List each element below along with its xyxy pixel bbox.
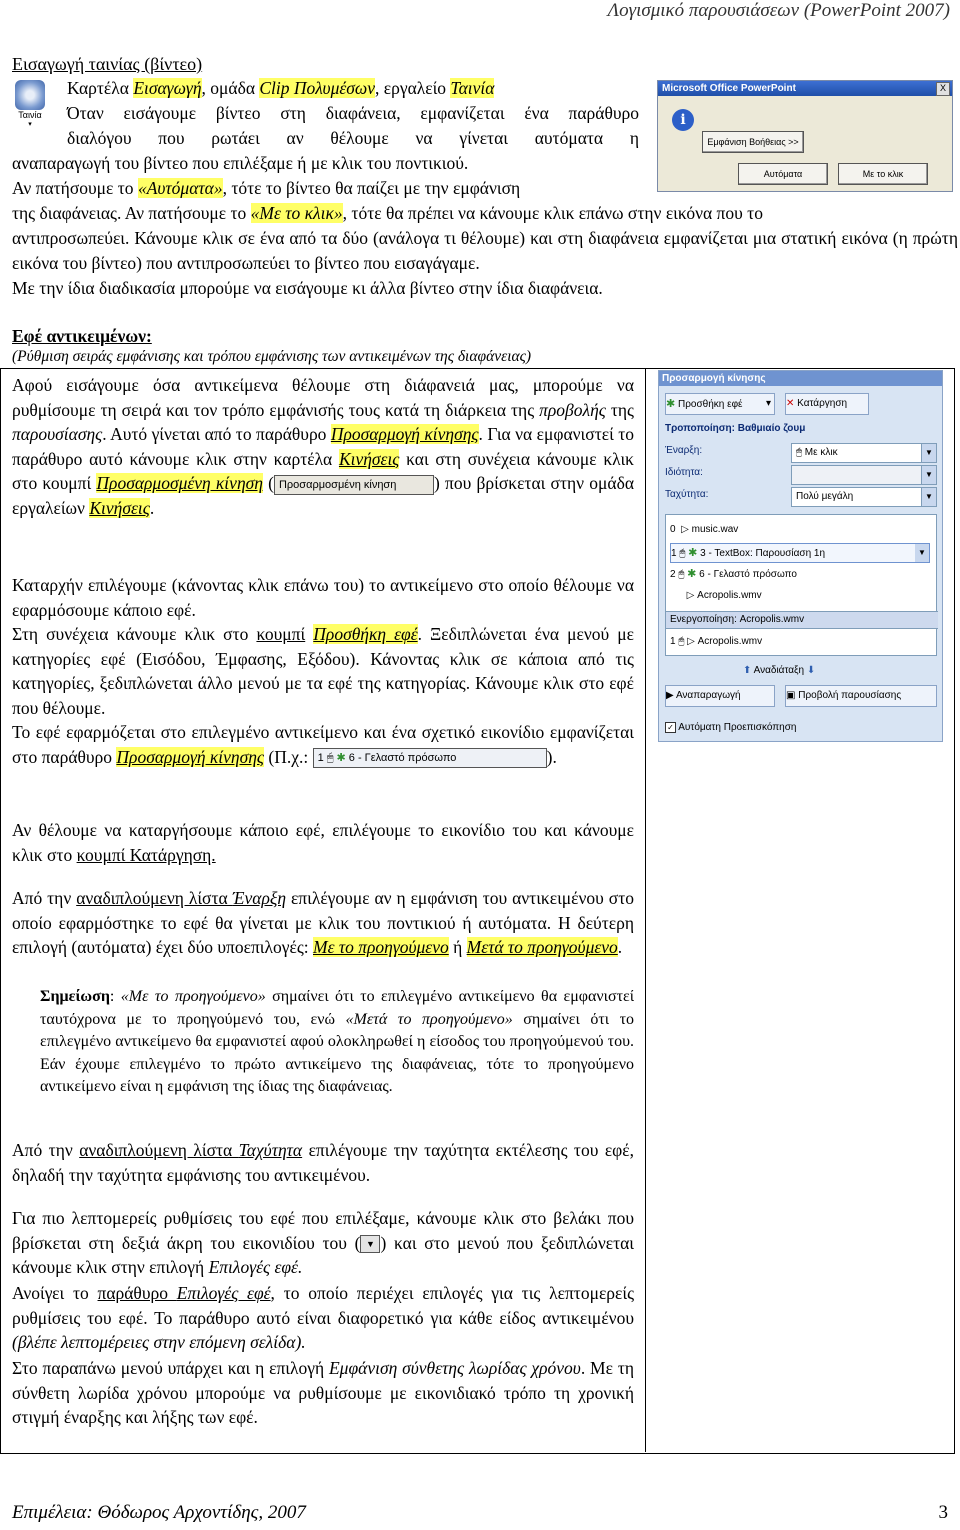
- text-paragraph: Στη συνέχεια κάνουμε κλικ στο κουμπί Προσθήκη εφέ. Ξεδιπλώνεται ένα μενού με κατηγορίες εφέ (Εισόδου, Έμφασης, Εξόδου). Κάνοντας κλικ σε κάποια από τις κατηγορίες, ξεδιπλώνεται άλλο μενού με τα εφέ της κατηγορίας. Κάνουμε κλικ στο εφέ που θέλουμε.: [12, 624, 634, 718]
- play-icon: ▷: [681, 524, 689, 535]
- page-footer: Επιμέλεια: Θόδωρος Αρχοντίδης, 2007 3: [12, 1502, 948, 1523]
- star-icon: ✱: [336, 752, 346, 765]
- list-item[interactable]: 2 🖱 ✱ 6 - Γελαστό πρόσωπο: [670, 568, 797, 580]
- auto-button[interactable]: Αυτόματα: [738, 163, 828, 185]
- remove-icon: ✕: [786, 398, 795, 409]
- add-effect-button[interactable]: ✱ Προσθήκη εφέ ▾: [665, 393, 775, 415]
- checkbox-icon[interactable]: ✓: [665, 722, 676, 733]
- list-item[interactable]: 1 🖱 ✱ 3 - TextBox: Παρουσίαση 1η ▼: [670, 543, 930, 563]
- arrow-up-icon[interactable]: ⬆: [743, 665, 752, 676]
- text-line: της διαφάνειας. Αν πατήσουμε το «Με το κλικ», τότε θα πρέπει να κάνουμε κλικ επάνω στην εικόνα που το: [12, 203, 763, 223]
- slideshow-button[interactable]: ▣ Προβολή παρουσίασης: [785, 685, 937, 707]
- insert-movie-path: Καρτέλα Εισαγωγή, ομάδα Clip Πολυμέσων, εργαλείο Ταινία: [67, 78, 495, 98]
- text-line: αναπαραγωγή του βίντεο που επιλέξαμε ή με κλικ του ποντικιού.: [12, 153, 469, 173]
- property-select[interactable]: [791, 465, 937, 485]
- play-icon: ▶: [666, 690, 674, 701]
- start-select[interactable]: 🖱 Με κλικ ▼: [791, 443, 937, 463]
- arrow-down-icon[interactable]: ⬇: [806, 665, 816, 676]
- text-line: Με την ίδια διαδικασία μπορούμε να εισάγουμε κι άλλα βίντεο στην ίδια διαφάνεια.: [12, 278, 603, 298]
- section-subheading: (Ρύθμιση σειράς εμφάνισης και τρόπου εμφάνισης των αντικειμένων της διαφάνειας): [12, 348, 532, 365]
- play-icon: ▷: [687, 636, 695, 647]
- section-heading-effects: Εφέ αντικειμένων:: [12, 326, 152, 346]
- modify-label: Τροποποίηση: Βαθμιαίο ζουμ: [665, 423, 806, 434]
- start-label: Έναρξη:: [665, 445, 703, 456]
- mouse-icon: 🖱: [326, 752, 334, 765]
- info-icon: i: [672, 109, 694, 131]
- on-click-button[interactable]: Με το κλικ: [838, 163, 928, 185]
- dialog-title: Microsoft Office PowerPoint: [658, 81, 952, 96]
- remove-button[interactable]: ✕ Κατάργηση: [785, 393, 869, 415]
- note-block: Σημείωση: «Με το προηγούμενο» σημαίνει ότι το επιλεγμένο αντικείμενο θα εμφανιστεί ταυτόχρονα με το προηγούμενό του, ενώ «Μετά το προηγούμενο» σημαίνει ότι το επιλεγμένο αντικείμενο θα εμφανιστεί αφού ολοκληρωθεί η είσοδος του προηγούμενού του. Εάν έχουμε επιλεγμένο το πρώτο αντικείμενο της διαφάνειας, τότε το προηγούμενο αντικείμενο είναι η εμφάνιση της ίδιας της διαφάνειας.: [40, 988, 635, 1095]
- pane-title: Προσαρμογή κίνησης: [659, 371, 942, 386]
- text-paragraph: Από την αναδιπλούμενη λίστα Έναρξη επιλέγουμε αν η εμφάνιση του αντικειμένου στο οποίο εφαρμόστηκε το εφέ θα γίνεται με κλικ του ποντικιού ή αυτόματα. Η δεύτερη επιλογή (αυτόματα) έχει δύο υποεπιλογές: Με το προηγούμενο ή Μετά το προηγούμενο.: [12, 888, 634, 957]
- text-paragraph: αντιπροσωπεύει. Κάνουμε κλικ σε ένα από τα δύο (ανάλογα τι θέλουμε) και στη διαφάνεια εμφανίζεται μια στατική εικόνα (η πρώτη εικόνα του βίντεο) που αντιπροσωπεύει το βίντεο που εισαγάγαμε.: [12, 228, 958, 273]
- mouse-icon: 🖱: [678, 569, 685, 580]
- mouse-icon: 🖱: [796, 447, 802, 458]
- custom-animation-pane: [658, 370, 943, 742]
- dropdown-arrow-icon: ▼: [360, 1235, 380, 1253]
- table-divider: [645, 368, 646, 1452]
- reorder-control[interactable]: ⬆ Αναδιάταξη ⬇: [743, 665, 816, 676]
- mouse-icon: 🖱: [678, 636, 685, 647]
- text-line: Όταν εισάγουμε βίντεο στη διαφάνεια, εμφανίζεται ένα παράθυρο: [67, 103, 639, 123]
- close-icon[interactable]: X: [936, 82, 950, 96]
- text-paragraph: Αν θέλουμε να καταργήσουμε κάποιο εφέ, επιλέγουμε το εικονίδιο του και κάνουμε κλικ στο κουμπί Κατάργηση.: [12, 820, 634, 865]
- star-icon: ✱: [688, 547, 698, 559]
- chevron-down-icon: ▼: [921, 466, 936, 484]
- text-paragraph: Το εφέ εφαρμόζεται στο επιλεγμένο αντικείμενο και ένα σχετικό εικονίδιο εμφανίζεται στο παράθυρο Προσαρμογή κίνησης (Π.χ.: 1 🖱 ✱ 6 - Γελαστό πρόσωπο ).: [12, 722, 634, 767]
- property-label: Ιδιότητα:: [665, 467, 703, 478]
- chevron-down-icon: ▼: [921, 488, 936, 506]
- chevron-down-icon: ▾: [765, 398, 771, 409]
- custom-animation-button[interactable]: Προσαρμοσμένη κίνηση: [274, 475, 434, 495]
- play-button[interactable]: ▶ Αναπαραγωγή: [665, 685, 775, 707]
- page-number: 3: [938, 1502, 948, 1523]
- movie-icon: Ταινία ▾: [12, 80, 48, 134]
- list-item[interactable]: ▷ Acropolis.wmv: [686, 590, 762, 601]
- chevron-down-icon[interactable]: ▼: [915, 544, 929, 562]
- trigger-band: Ενεργοποίηση: Acropolis.wmv: [666, 611, 938, 629]
- text-line: Αν πατήσουμε το «Αυτόματα», τότε το βίντεο θα παίζει με την εμφάνιση: [12, 178, 521, 198]
- effects-list[interactable]: [665, 514, 937, 656]
- movie-play-dialog: [657, 80, 953, 192]
- text-paragraph: Για πιο λεπτομερείς ρυθμίσεις του εφέ που επιλέξαμε, κάνουμε κλικ στο βελάκι που βρίσκεται στη δεξιά άκρη του εικονιδίου του ( ▼ ) και στο μενού που ξεδιπλώνεται κάνουμε κλικ στην επιλογή Επιλογές εφέ.: [12, 1208, 634, 1277]
- text-line: διαλόγου που ρωτάει αν θέλουμε να γίνεται αυτόματα η: [67, 128, 639, 148]
- chevron-down-icon: ▼: [921, 444, 936, 462]
- slideshow-icon: ▣: [786, 690, 796, 701]
- show-help-button[interactable]: Εμφάνιση Βοήθειας >>: [702, 131, 804, 153]
- star-icon: ✱: [666, 398, 676, 410]
- text-paragraph: Από την αναδιπλούμενη λίστα Ταχύτητα επιλέγουμε την ταχύτητα εκτέλεσης του εφέ, δηλαδή την ταχύτητα εμφάνισης του αντικειμένου.: [12, 1140, 634, 1185]
- text-paragraph: Ανοίγει το παράθυρο Επιλογές εφέ, το οποίο περιέχει επιλογές για τις λεπτομερείς ρυθμίσεις του εφέ. Το παράθυρο αυτό είναι διαφορετικό για κάθε είδος αντικειμένου (βλέπε λεπτομέρειες στην επόμενη σελίδα).: [12, 1283, 635, 1352]
- text-paragraph: Στο παραπάνω μενού υπάρχει και η επιλογή Εμφάνιση σύνθετης λωρίδας χρόνου. Με τη σύνθετη λωρίδα χρόνου μπορούμε να ρυθμίσουμε με εικονιδιακό τρόπο τη χρονική στιγμή έναρξης και λήξης των εφέ.: [12, 1358, 635, 1427]
- speed-select[interactable]: Πολύ μεγάλη ▼: [791, 487, 937, 507]
- speed-label: Ταχύτητα:: [665, 489, 709, 500]
- page-header: Λογισμικό παρουσιάσεων (PowerPoint 2007): [607, 0, 950, 21]
- section-heading-video: Εισαγωγή ταινίας (βίντεο): [12, 54, 203, 74]
- effect-item-example: 1 🖱 ✱ 6 - Γελαστό πρόσωπο: [313, 748, 547, 768]
- mouse-icon: 🖱: [679, 548, 686, 559]
- text-paragraph: Αφού εισάγουμε όσα αντικείμενα θέλουμε στη διάφανειά μας, μπορούμε να ρυθμίσουμε τη σειρά και τον τρόπο εμφάνισής τους κατά τη διάρκεια της προβολής της παρουσίασης. Αυτό γίνεται από το παράθυρο Προσαρμογή κίνησης. Για να εμφανιστεί το παράθυρο αυτό κάνουμε κλικ στην καρτέλα Κινήσεις και στη συνέχεια κάνουμε κλικ στο κουμπί Προσαρμοσμένη κίνηση ( Προσαρμοσμένη κίνηση ) που βρίσκεται στην ομάδα εργαλείων Κινήσεις.: [12, 375, 634, 518]
- list-item[interactable]: 1 🖱 ▷ Acropolis.wmv: [670, 636, 763, 647]
- list-item[interactable]: 0 ▷ music.wav: [670, 524, 739, 535]
- star-icon: ✱: [687, 568, 697, 580]
- autopreview-checkbox[interactable]: ✓ Αυτόματη Προεπισκόπηση: [665, 722, 796, 733]
- text-paragraph: Καταρχήν επιλέγουμε (κάνοντας κλικ επάνω του) το αντικείμενο στο οποίο θέλουμε να εφαρμόσουμε κάποιο εφέ.: [12, 575, 634, 620]
- play-icon: ▷: [686, 590, 695, 601]
